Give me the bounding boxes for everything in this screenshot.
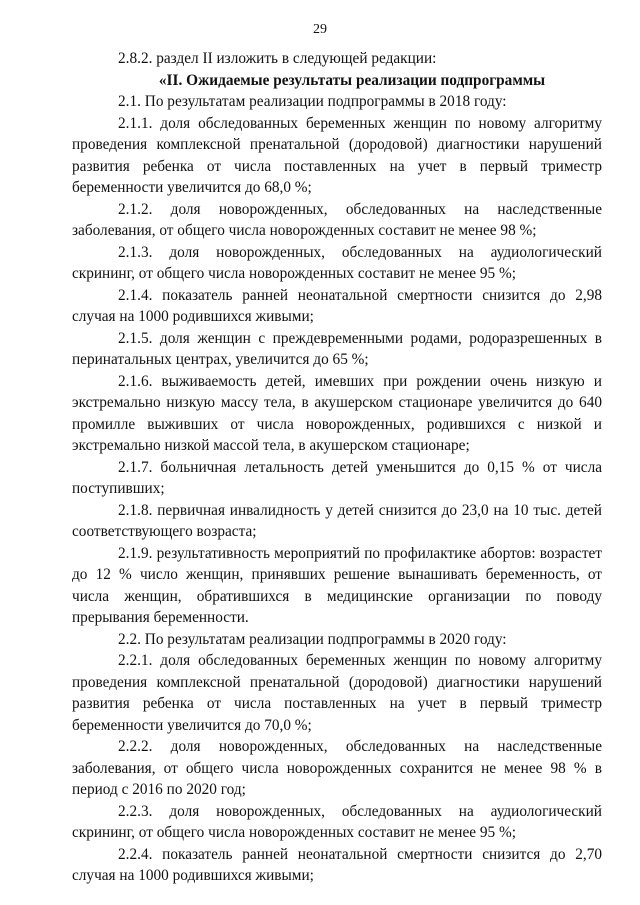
paragraph-2-1-9: 2.1.9. результативность мероприятий по профилактике абортов: возрастет до 12 % число женщин, принявших решение вынашивать беременность, от числа женщин, обратившихся в медицинские организации по поводу прерывания беременности. bbox=[72, 544, 602, 626]
paragraph-2-1-1: 2.1.1. доля обследованных беременных женщин по новому алгоритму проведения комплексной пренатальной (дородовой) диагностики нарушений развития ребенка от числа поставленных на учет в первый триместр беременности увеличится до 68,0 %; bbox=[72, 114, 602, 196]
page-number: 29 bbox=[313, 22, 327, 37]
paragraph-2-1-2: 2.1.2. доля новорожденных, обследованных на наследственные заболевания, от общего числа новорожденных составит не менее 98 %; bbox=[72, 200, 602, 239]
document-body bbox=[72, 48, 602, 887]
section-title: «II. Ожидаемые результаты реализации подпрограммы bbox=[158, 71, 546, 89]
paragraph-2-1-4: 2.1.4. показатель ранней неонатальной смертности снизится до 2,98 случая на 1000 родившихся живыми; bbox=[72, 286, 602, 325]
paragraph-2-1-3: 2.1.3. доля новорожденных, обследованных на аудиологический скрининг, от общего числа новорожденных составит не менее 95 %; bbox=[72, 243, 602, 282]
paragraph-2-2: 2.2. По результатам реализации подпрограммы в 2020 году: bbox=[118, 630, 507, 648]
paragraph-2-2-2: 2.2.2. доля новорожденных, обследованных на наследственные заболевания, от общего числа новорожденных сохранится не менее 98 % в период с 2016 по 2020 год; bbox=[72, 738, 602, 798]
intro-paragraph: 2.8.2. раздел II изложить в следующей редакции: bbox=[118, 50, 437, 67]
paragraph-2-2-3: 2.2.3. доля новорожденных, обследованных на аудиологический скрининг, от общего числа новорожденных составит не менее 95 %; bbox=[72, 802, 602, 841]
paragraph-2-2-4: 2.2.4. показатель ранней неонатальной смертности снизится до 2,70 случая на 1000 родившихся живыми; bbox=[72, 845, 602, 884]
paragraph-2-2-1: 2.2.1. доля обследованных беременных женщин по новому алгоритму проведения комплексной пренатальной (дородовой) диагностики нарушений развития ребенка от числа поставленных на учет в первый триместр беременности увеличится до 70,0 %; bbox=[72, 652, 602, 734]
paragraph-2-1-7: 2.1.7. больничная летальность детей уменьшится до 0,15 % от числа поступивших; bbox=[72, 458, 602, 497]
paragraph-2-1: 2.1. По результатам реализации подпрограммы в 2018 году: bbox=[118, 93, 507, 110]
paragraph-2-1-5: 2.1.5. доля женщин с преждевременными родами, родоразрешенных в перинатальных центрах, увеличится до 65 %; bbox=[72, 329, 602, 368]
paragraph-2-1-8: 2.1.8. первичная инвалидность у детей снизится до 23,0 на 10 тыс. детей соответствующего возраста; bbox=[72, 501, 602, 540]
paragraph-2-1-6: 2.1.6. выживаемость детей, имевших при рождении очень низкую и экстремально низкую массу тела, в акушерском стационаре увеличится до 640 промилле выживших от числа новорожденных, родившихся с низкой и экстремально низкой массой тела, в акушерском стационаре; bbox=[72, 372, 602, 454]
